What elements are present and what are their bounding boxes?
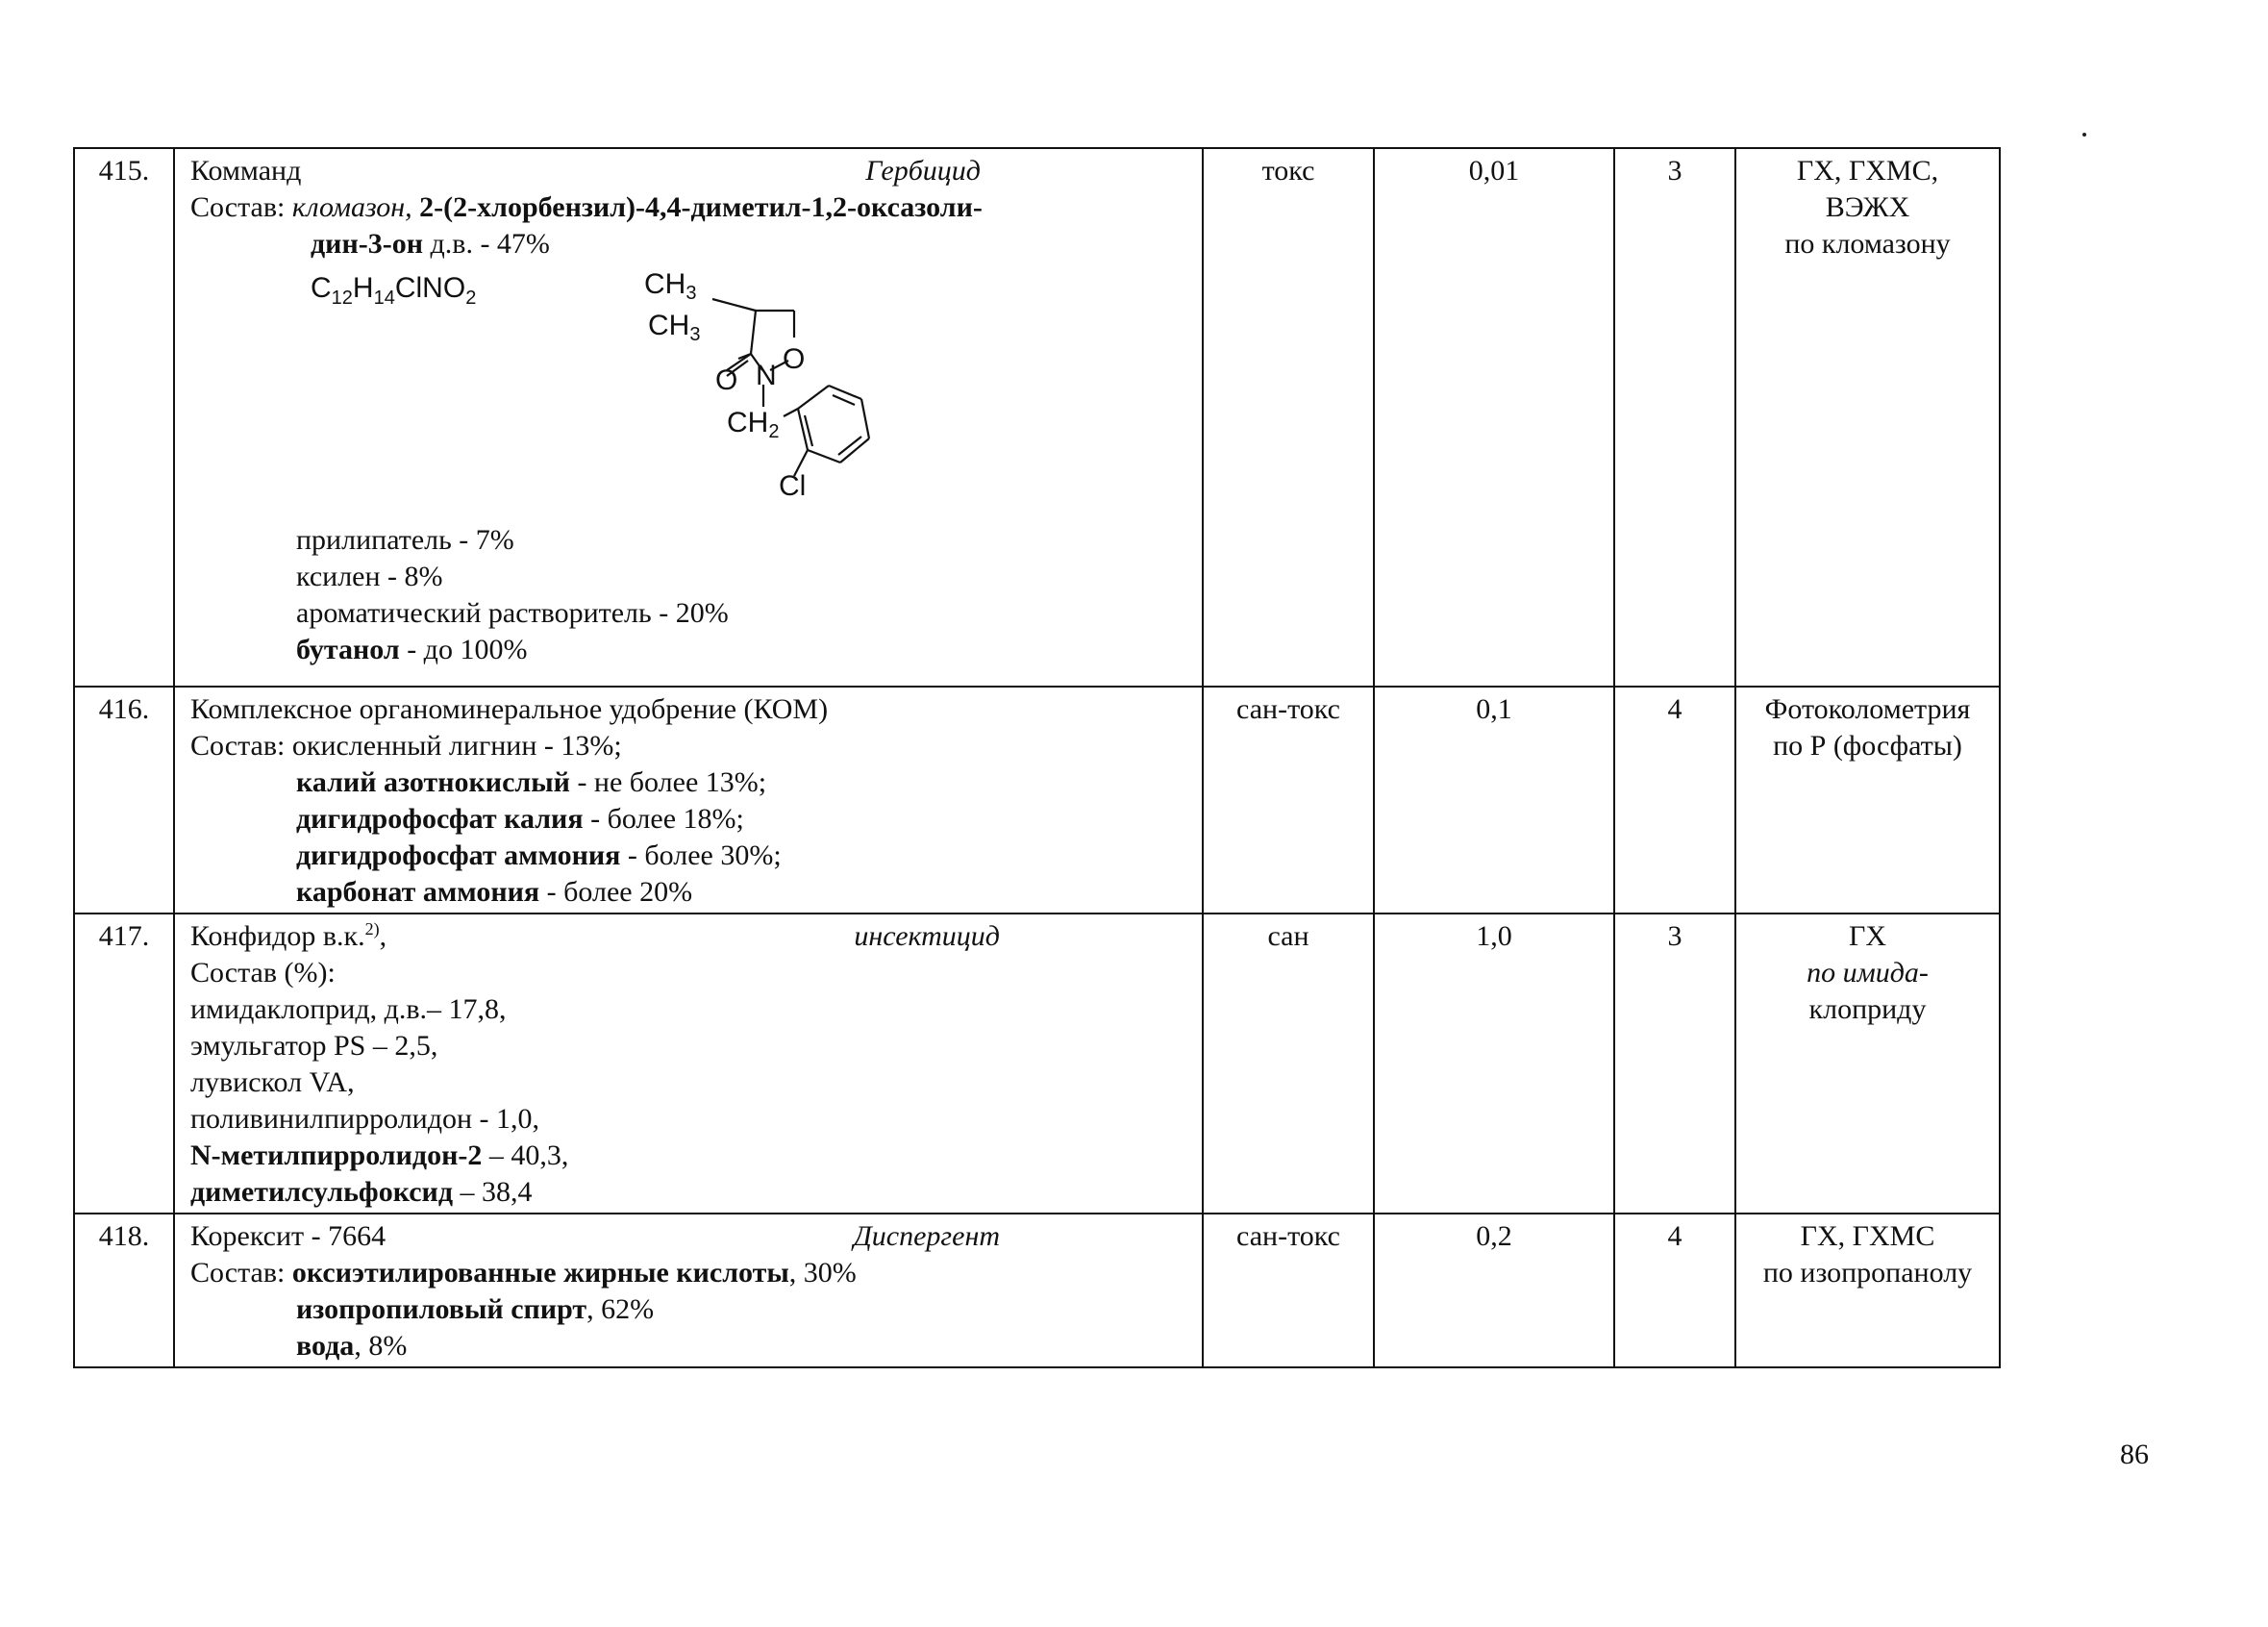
component-line: прилипатель - 7% [296,524,514,556]
norm-value: 0,01 [1374,148,1614,687]
hazard-class: токс [1203,148,1374,687]
hazard-class: сан [1203,914,1374,1214]
hazard-level: 3 [1614,914,1735,1214]
scan-dot [2082,133,2086,137]
product-type: Гербицид [865,155,981,187]
table-row [74,914,2000,1214]
component-line: эмульгатор PS – 2,5, [190,1030,438,1062]
active-ingredient: кломазон, [291,191,412,223]
product-type: инсектицид [854,920,1000,952]
substances-table [73,147,2001,1368]
chemical-name-cont: дин-3-он [311,228,424,260]
ring-oxygen-label: O [783,343,806,375]
table-row [74,148,2000,687]
product-name: Комманд [190,155,302,187]
component-line: ароматический растворитель - 20% [296,597,729,629]
ch2-label: $CH_2$ [727,407,780,442]
composition-label: Состав: [190,191,286,223]
row-description: Корексит - 7664 Диспергент Состав: оксиэтилированные жирные кислоты, 30% изопропиловый спирт, 62% вода, 8% [174,1214,1203,1367]
product-name: Комплексное органоминеральное удобрение (КОМ) [190,693,829,725]
chemical-formula-block [190,263,1192,522]
composition-line: Состав: окисленный лигнин - 13%; [190,730,622,762]
ai-percent: д.в. - 47% [423,228,550,260]
component-line: имидаклоприд, д.в.– 17,8, [190,993,507,1025]
hazard-level: 3 [1614,148,1735,687]
composition-label: Состав (%): [190,957,336,989]
hazard-class: сан-токс [1203,1214,1374,1367]
row-number: 417. [74,914,174,1214]
page-number: 86 [2120,1439,2149,1470]
structural-formula-diagram [594,263,979,522]
component-line: лувискол VA, [190,1066,355,1098]
row-number: 416. [74,687,174,914]
analysis-method: Фотоколометрия по Р (фосфаты) [1735,687,2000,914]
carbonyl-oxygen-label: O [715,364,738,396]
row-description [174,148,1203,687]
row-number: 418. [74,1214,174,1367]
nitrogen-label: N [756,360,777,391]
component-line: ксилен - 8% [296,561,443,592]
chemical-name: 2-(2-хлорбензил)-4,4-диметил-1,2-оксазоли- [419,191,983,223]
molecular-formula: $C_{12}H_{14}ClNO_2$ [311,272,477,309]
analysis-method: ГХ по имида- клоприду [1735,914,2000,1214]
component-line: поливинилпирролидон - 1,0, [190,1103,540,1135]
chlorine-label: Cl [779,470,807,502]
ch3-left-label: $CH_3$ [648,310,701,345]
table-row [74,687,2000,914]
analysis-method: ГХ, ГХМС по изопропанолу [1735,1214,2000,1367]
norm-value: 0,2 [1374,1214,1614,1367]
norm-value: 1,0 [1374,914,1614,1214]
component-bold: бутанол [296,634,400,665]
product-name: Конфидор в.к.$^{2)}$, [190,919,387,952]
hazard-class: сан-токс [1203,687,1374,914]
analysis-method: ГХ, ГХМС, ВЭЖХ по кломазону [1735,148,2000,687]
row-description: Комплексное органоминеральное удобрение (КОМ) Состав: окисленный лигнин - 13%; калий азотнокислый - не более 13%; дигидрофосфат калия - более 18%; дигидрофосфат аммония - более 30%; карбонат аммония - более 20% [174,687,1203,914]
norm-value: 0,1 [1374,687,1614,914]
hazard-level: 4 [1614,1214,1735,1367]
hazard-level: 4 [1614,687,1735,914]
table-row [74,1214,2000,1367]
component-tail: - до 100% [399,634,528,665]
product-name: Корексит - 7664 [190,1220,386,1252]
row-description: Конфидор в.к.$^{2)}$, инсектицид Состав (%): имидаклоприд, д.в.– 17,8, эмульгатор PS – 2,5, лувискол VA, поливинилпирролидон - 1,0, N-метилпирролидон-2 – 40,3, диметилсульфоксид – 38,4 [174,914,1203,1214]
row-number: 415. [74,148,174,687]
ch3-top-label: $CH_3$ [644,268,697,304]
product-type: Диспергент [853,1220,1000,1252]
